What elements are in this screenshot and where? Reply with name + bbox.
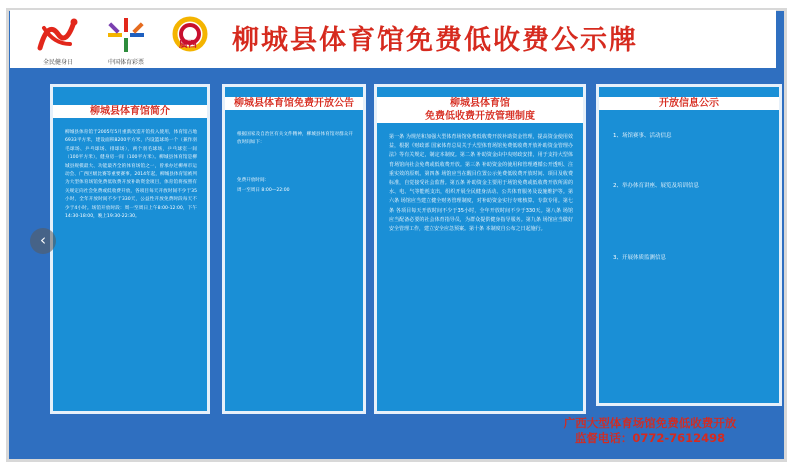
notice-hours: 周一至周日 8:00—22:00 (237, 188, 290, 193)
logo-caption: 全民健身日 (42, 59, 73, 66)
system-title-line2: 免费低收费开放管理制度 (377, 110, 583, 123)
intro-title-bar (53, 105, 207, 118)
lottery-star-logo (102, 14, 150, 66)
logo-caption: 中国体育彩票 (107, 59, 144, 66)
notice-title: 柳城县体育馆免费开放公告 (225, 97, 363, 110)
notice-hours-label: 免费开放时间： (237, 178, 270, 183)
info-title-bar (599, 97, 779, 110)
system-title-line1: 柳城县体育馆 (377, 97, 583, 110)
info-item: 2、举办体育讲座、展览及培训信息 (613, 183, 700, 189)
guangxi-logo (164, 14, 212, 66)
info-title: 开放信息公示 (599, 97, 779, 110)
info-item: 3、开展体质监测信息 (613, 255, 666, 261)
notice-panel (222, 84, 366, 414)
system-body: 第一条 为规范和加强大型体育场馆免费低收费开放补助资金管理，提高资金使用效益，根据《财政部 国家体育总局关于大型体育场馆免费低收费开放补助资金管理办法》等有关规定，制定本制度。第二条 补助资金由中央财政安排，用于支持大型体育场馆向社会免费或低收费开放。第三条 补助资金的使用和管理遵循公开透明、注重实效的原则。第四条 场馆应当在醒目位置公示免费低收费开放时间、项目及收费标准，自觉接受社会监督。第五条 补助资金主要用于场馆免费或低收费开放所需的水、电、气等能耗支出，组织开展全民健身活动、公共体育服务及设施维护等。第六条 场馆应当建立健全财务管理制度，对补助资金实行专账核算、专款专用。第七条 各项目每天开放时间不少于35小时，全年开放时间不少于330天。第八条 场馆应当配备必要的社会体育指导员，为群众提供健身指导服务。第九条 场馆应当做好安全管理工作，建立安全应急预案。第十条 本制度自公布之日起施行。 (389, 134, 573, 233)
intro-panel (50, 84, 210, 414)
header-banner (10, 10, 776, 68)
page-title: 柳城县体育馆免费低收费公示牌 (232, 25, 638, 56)
system-title-bar (377, 97, 583, 123)
notice-body: 根据国家及自治区有关文件精神，柳城县体育馆对群众开放时间如下： (237, 132, 353, 146)
footer-line1: 广西大型体育场馆免费低收费开放 (563, 416, 737, 430)
intro-title: 柳城县体育馆简介 (53, 105, 207, 118)
supervision-phone: 监督电话：0772-7612498 (574, 431, 726, 445)
notice-title-bar (225, 97, 363, 110)
sport-figure-logo (34, 14, 82, 66)
intro-body: 柳城县体育馆于2005年5月重新改造开馆投入使用，体育馆占地6933平方米，建设面积8200平方米，内设篮球场一个（兼作羽毛球场、乒乓球场、排球场），两个羽毛球场，乒乓球室一间（100平方米），健身房一间（100平方米）。柳城县体育馆是柳城县规模最大、功能最齐全的体育场馆之一，曾承办过柳州市运动会、广西区级比赛等重要赛事。2014年起，柳城县体育馆被列为大型体育场馆免费低收费开放补助资金项目，体育馆将按照有关规定向社会免费或低收费开放，各项目每天开放时间不少于35小时，全年开放时间不少于330天，公益性开放免费时段每天不少于4小时。场馆开放时段：周一至周日上午8:00-12:00，下午14:30-18:00，晚上19:30-22:30。 (65, 130, 197, 220)
info-item: 1、场馆赛事、活动信息 (613, 133, 672, 139)
chevron-left-icon[interactable]: ‹ (30, 228, 56, 254)
info-panel (596, 84, 782, 406)
system-panel (374, 84, 586, 414)
footer-notice (520, 416, 780, 446)
logo-caption: 廣西 (178, 40, 197, 50)
